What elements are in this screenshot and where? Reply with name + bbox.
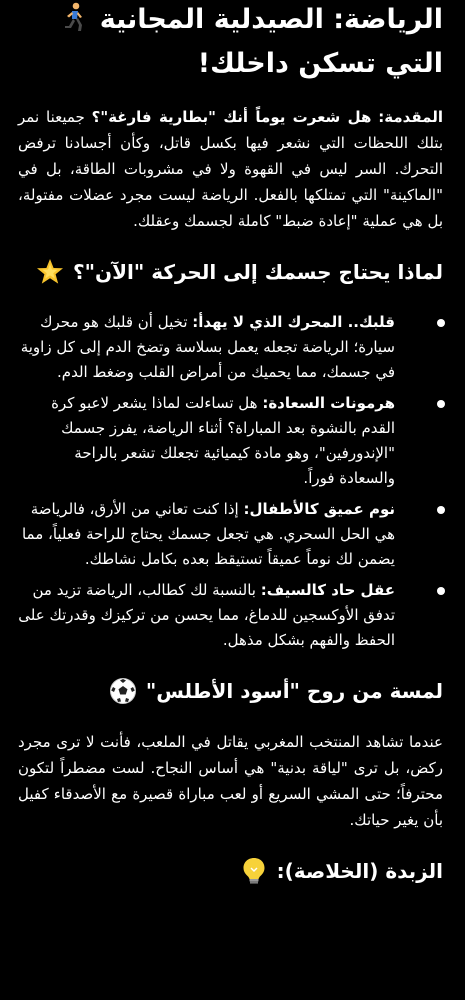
intro-paragraph bbox=[18, 104, 443, 234]
bullet-dot bbox=[437, 319, 445, 327]
bullet-dot bbox=[437, 506, 445, 514]
item-term: هرمونات السعادة: bbox=[262, 394, 395, 412]
runner-icon bbox=[60, 2, 86, 32]
benefits-list bbox=[18, 310, 443, 653]
lightbulb-icon bbox=[239, 856, 269, 886]
bullet-dot bbox=[437, 587, 445, 595]
section-atlas-heading bbox=[18, 675, 443, 707]
item-term: نوم عميق كالأطفال: bbox=[243, 500, 395, 518]
star-icon bbox=[35, 257, 65, 287]
page-title bbox=[18, 0, 443, 86]
section-why-heading-text: لماذا يحتاج جسمك إلى الحركة "الآن"؟ bbox=[72, 260, 443, 284]
item-term: عقل حاد كالسيف: bbox=[260, 581, 395, 599]
item-term: قلبك.. المحرك الذي لا يهدأ: bbox=[192, 313, 395, 331]
soccer-ball-icon bbox=[108, 676, 138, 706]
item-text: بالنسبة لك كطالب، الرياضة تزيد من تدفق الأوكسجين للدماغ، مما يحسن من تركيزك وقدرتك على الحفظ والفهم بشكل مذهل. bbox=[18, 581, 395, 649]
section-atlas-heading-text: لمسة من روح "أسود الأطلس" bbox=[145, 679, 443, 703]
list-item bbox=[18, 497, 405, 572]
atlas-paragraph: عندما تشاهد المنتخب المغربي يقاتل في الملعب، فأنت لا ترى مجرد ركض، بل ترى "لياقة بدنية" هي أساس النجاح. لست مضطراً لتكون محترفاً؛ حتى المشي السريع أو لعب مباراة قصيرة مع الأصدقاء كفيل بأن يغير حياتك. bbox=[18, 733, 443, 829]
list-item bbox=[18, 310, 405, 385]
list-item bbox=[18, 578, 405, 653]
intro-question: هل شعرت يوماً أنك "بطارية فارغة"؟ bbox=[91, 108, 372, 126]
section-summary-heading-text: الزبدة (الخلاصة): bbox=[276, 859, 443, 883]
list-item bbox=[18, 391, 405, 491]
title-line-1: الرياضة: الصيدلية المجانية bbox=[99, 4, 443, 35]
section-summary-heading bbox=[18, 855, 443, 887]
intro-label: المقدمة: bbox=[378, 108, 443, 126]
intro-body: جميعنا نمر بتلك اللحظات التي نشعر فيها بكسل قاتل، وكأن أجسادنا ترفض التحرك. السر ليس في القهوة ولا في مشروبات الطاقة، بل في "الماكينة" التي تمتلكها بالفعل. الرياضة ليست مجرد عضلات مفتولة، بل هي عملية "إعادة ضبط" كاملة لجسمك وعقلك. bbox=[18, 108, 443, 230]
title-line-2: التي تسكن داخلك! bbox=[197, 48, 443, 79]
item-text: إذا كنت تعاني من الأرق، فالرياضة هي الحل السحري. هي تجعل جسمك يحتاج للراحة فعلياً، مما يضمن لك نوماً عميقاً تستيقظ بعده بكامل نشاطك. bbox=[21, 500, 395, 568]
section-why-heading bbox=[18, 256, 443, 288]
item-text: هل تساءلت لماذا يشعر لاعبو كرة القدم بالنشوة بعد المباراة؟ أثناء الرياضة، يفرز جسمك "الإندورفين"، وهو مادة كيميائية تجعلك تشعر بالراحة والسعادة فوراً. bbox=[51, 394, 395, 487]
bullet-dot bbox=[437, 400, 445, 408]
item-text: تخيل أن قلبك هو محرك سيارة؛ الرياضة تجعله يعمل بسلاسة وتضخ الدم إلى كل زاوية في جسمك، مما يحميك من أمراض القلب وضغط الدم. bbox=[20, 313, 395, 381]
